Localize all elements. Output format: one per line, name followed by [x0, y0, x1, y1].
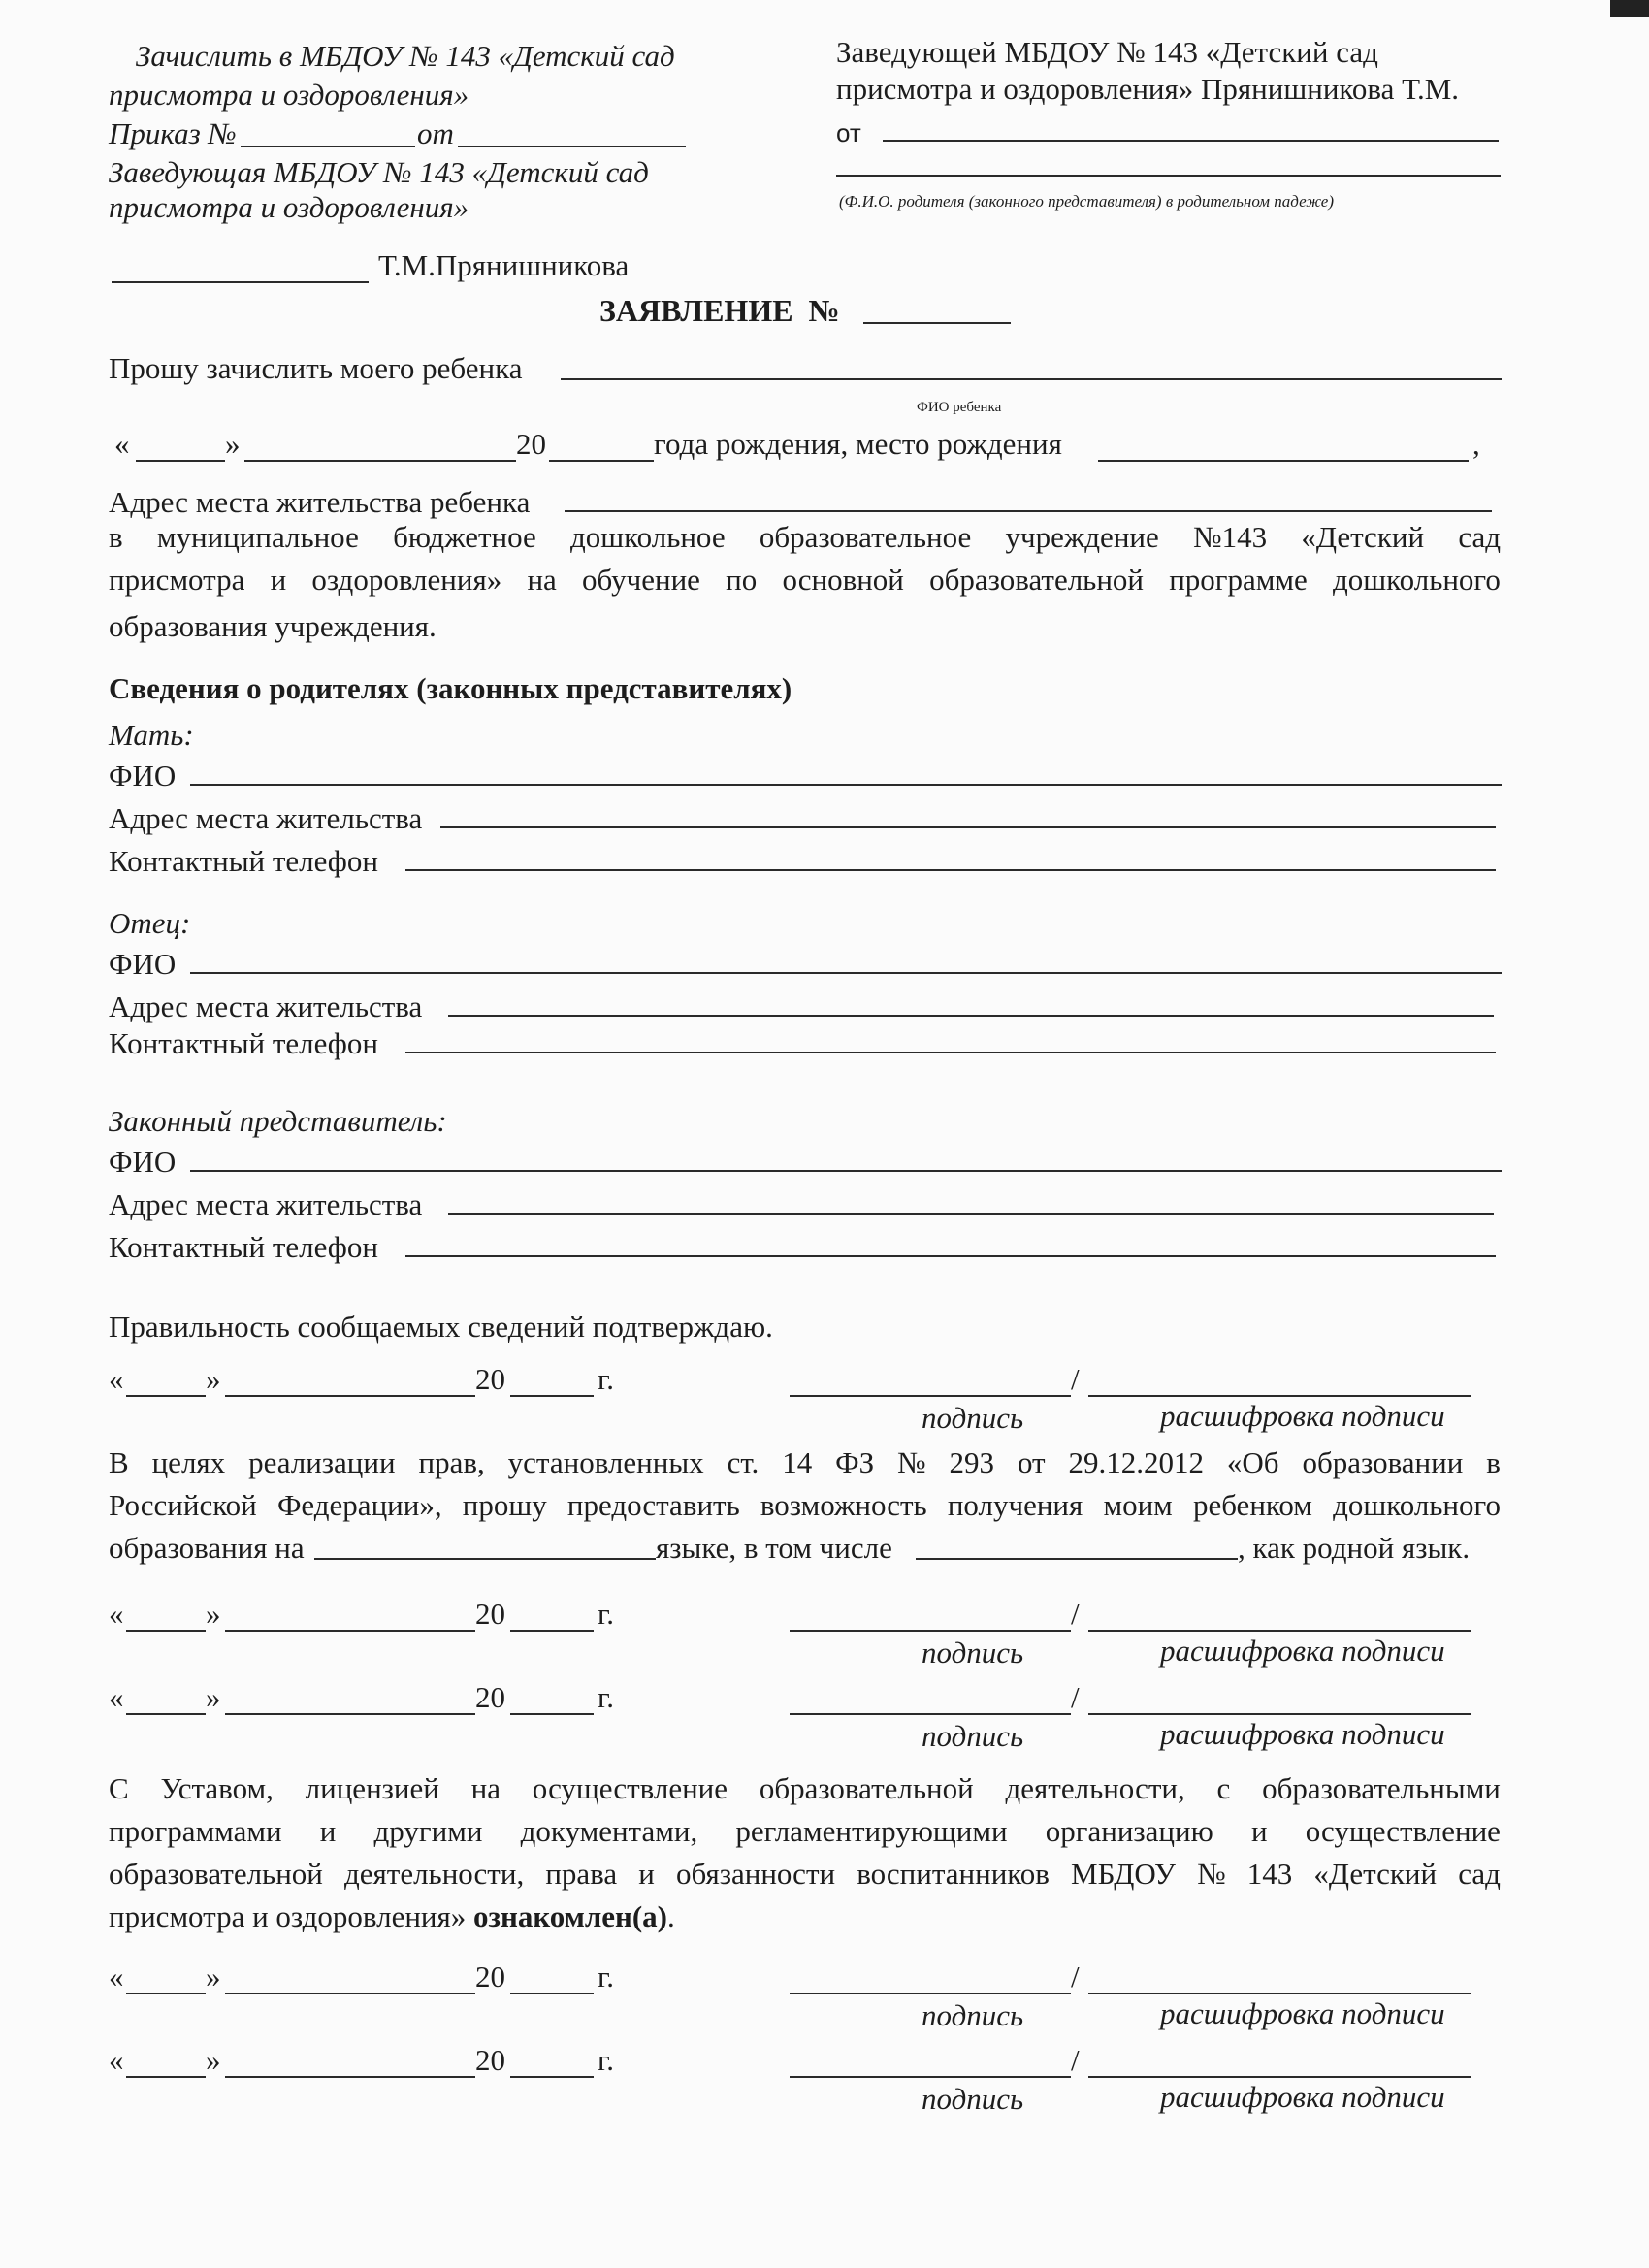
signature-slash: /	[1071, 1362, 1080, 1396]
word: Федерации»,	[276, 1488, 442, 1522]
language-line3-part1: образования на	[109, 1531, 305, 1565]
signature-caption: подпись	[922, 1401, 1024, 1435]
word: установленных	[507, 1445, 704, 1479]
word: образовательной	[759, 1771, 974, 1805]
birth-quote-open: «	[114, 427, 130, 461]
date-year-suffix: г.	[598, 1680, 614, 1714]
representative-phone-field[interactable]	[405, 1255, 1496, 1257]
signature-caption: подпись	[922, 2082, 1024, 2116]
word: с	[1216, 1771, 1231, 1805]
date-quote-open: «	[109, 1680, 124, 1714]
word: деятельности,	[1005, 1771, 1185, 1805]
mother-address-label: Адрес места жительства	[109, 801, 423, 835]
word: прав,	[418, 1445, 485, 1479]
mother-phone-label: Контактный телефон	[109, 844, 378, 878]
word: бюджетное	[393, 520, 536, 554]
date-year-prefix: 20	[475, 2043, 505, 2077]
word: В	[109, 1445, 129, 1479]
addressee-line1: Заведующей МБДОУ № 143 «Детский сад	[836, 35, 1378, 69]
word: «Об	[1226, 1445, 1279, 1479]
signature-decode-field[interactable]	[1088, 2076, 1471, 2078]
word: обучение	[582, 563, 700, 597]
word: оздоровления»	[311, 563, 502, 597]
signature-slash: /	[1071, 1960, 1080, 1993]
mother-address-field[interactable]	[440, 826, 1496, 828]
date-year-prefix: 20	[475, 1597, 505, 1631]
language-line3-part3: , как родной язык.	[1238, 1531, 1471, 1565]
mother-fio-field[interactable]	[190, 784, 1502, 786]
signature-row	[0, 1362, 1649, 1435]
signature-slash: /	[1071, 1597, 1080, 1631]
head-signature-field[interactable]	[112, 281, 369, 283]
signature-row	[0, 2043, 1649, 2116]
date-quote-open: «	[109, 1362, 124, 1396]
word: 14	[782, 1445, 813, 1479]
representative-phone-label: Контактный телефон	[109, 1230, 378, 1264]
education-language-field[interactable]	[314, 1558, 656, 1560]
word: образовательной	[929, 563, 1144, 597]
date-month-field[interactable]	[225, 2076, 475, 2078]
word: другими	[373, 1814, 483, 1848]
word: 29.12.2012	[1068, 1445, 1204, 1479]
parents-heading: Сведения о родителях (законных представителях)	[109, 671, 792, 705]
birth-month-field[interactable]	[244, 460, 516, 462]
date-day-field[interactable]	[126, 2076, 206, 2078]
charter-line3	[109, 1857, 1501, 1892]
word: дошкольного	[1333, 1488, 1501, 1522]
father-address-field[interactable]	[448, 1015, 1494, 1017]
date-quote-close: »	[206, 1597, 221, 1631]
word: от	[1017, 1445, 1046, 1479]
date-year-suffix: г.	[598, 1362, 614, 1396]
word: документами,	[520, 1814, 698, 1848]
word: и	[319, 1814, 337, 1848]
signature-row	[0, 1960, 1649, 2032]
institution-line2	[109, 563, 1501, 598]
word: получения	[947, 1488, 1083, 1522]
date-day-field[interactable]	[126, 1713, 206, 1715]
signature-decode-caption: расшифровка подписи	[1160, 1634, 1445, 1668]
word: С	[109, 1771, 129, 1805]
date-year-suffix: г.	[598, 2043, 614, 2077]
word: на	[470, 1771, 501, 1805]
word: прошу	[462, 1488, 547, 1522]
representative-address-label: Адрес места жительства	[109, 1187, 423, 1221]
word: осуществление	[1305, 1814, 1501, 1848]
birth-quote-close: »	[225, 427, 241, 461]
birth-day-field[interactable]	[136, 460, 225, 462]
birth-place-field[interactable]	[1098, 460, 1469, 462]
word: регламентирующими	[735, 1814, 1008, 1848]
charter-end: .	[667, 1899, 675, 1933]
signature-field[interactable]	[790, 1993, 1071, 1994]
representative-role: Законный представитель:	[109, 1104, 447, 1138]
date-year-prefix: 20	[475, 1362, 505, 1396]
signature-field[interactable]	[790, 2076, 1071, 2078]
word: в	[109, 520, 123, 554]
mother-role: Мать:	[109, 718, 194, 752]
acknowledged-text: ознакомлен(а)	[473, 1899, 667, 1933]
word: дошкольного	[1333, 563, 1501, 597]
signature-caption: подпись	[922, 1998, 1024, 2032]
word: предоставить	[566, 1488, 740, 1522]
signature-slash: /	[1071, 2043, 1080, 2077]
signature-decode-field[interactable]	[1088, 1630, 1471, 1632]
date-year-field[interactable]	[510, 1993, 594, 1994]
word: образовательными	[1262, 1771, 1501, 1805]
word: «Детский	[1313, 1857, 1438, 1891]
signature-row	[0, 1680, 1649, 1753]
date-quote-close: »	[206, 2043, 221, 2077]
date-year-field[interactable]	[510, 1630, 594, 1632]
order-label: Приказ №	[109, 116, 237, 150]
date-quote-open: «	[109, 2043, 124, 2077]
signature-field[interactable]	[790, 1713, 1071, 1715]
signature-field[interactable]	[790, 1630, 1071, 1632]
word: Российской	[109, 1488, 257, 1522]
word: организацию	[1045, 1814, 1213, 1848]
signature-decode-caption: расшифровка подписи	[1160, 2080, 1445, 2114]
birth-comma: ,	[1472, 427, 1480, 461]
word: деятельности,	[343, 1857, 525, 1891]
word: возможность	[760, 1488, 927, 1522]
application-number-field[interactable]	[863, 322, 1011, 324]
date-year-field[interactable]	[510, 1713, 594, 1715]
date-quote-open: «	[109, 1597, 124, 1631]
charter-line1	[109, 1771, 1501, 1806]
signature-decode-caption: расшифровка подписи	[1160, 1399, 1445, 1433]
word: осуществление	[532, 1771, 728, 1805]
word: ст.	[727, 1445, 760, 1479]
word: основной	[782, 563, 904, 597]
institution-line3: образования учреждения.	[109, 609, 436, 643]
title-text: ЗАЯВЛЕНИЕ	[599, 293, 793, 328]
word: и	[1250, 1814, 1268, 1848]
from-field-line1[interactable]	[883, 140, 1499, 142]
mother-phone-field[interactable]	[405, 869, 1496, 871]
birth-year-field[interactable]	[549, 460, 654, 462]
date-month-field[interactable]	[225, 1395, 475, 1397]
word: в	[1486, 1445, 1501, 1479]
date-quote-close: »	[206, 1362, 221, 1396]
date-day-field[interactable]	[126, 1395, 206, 1397]
father-phone-label: Контактный телефон	[109, 1026, 378, 1060]
order-date-field[interactable]	[458, 146, 686, 147]
word: программами	[109, 1814, 282, 1848]
word: дошкольное	[570, 520, 726, 554]
date-year-field[interactable]	[510, 1395, 594, 1397]
date-year-prefix: 20	[475, 1680, 505, 1714]
date-year-prefix: 20	[475, 1960, 505, 1993]
word: №	[1197, 1857, 1226, 1891]
date-day-field[interactable]	[126, 1993, 206, 1994]
signature-decode-caption: расшифровка подписи	[1160, 1717, 1445, 1751]
word: целях	[151, 1445, 226, 1479]
word: по	[726, 563, 758, 597]
order-from-label: от	[417, 116, 454, 150]
word: муниципальное	[156, 520, 359, 554]
order-number-field[interactable]	[241, 146, 415, 147]
representative-fio-label: ФИО	[109, 1145, 177, 1179]
word: присмотра	[109, 563, 245, 597]
signature-slash: /	[1071, 1680, 1080, 1714]
signature-field[interactable]	[790, 1395, 1071, 1397]
word: и	[270, 563, 287, 597]
father-fio-label: ФИО	[109, 947, 177, 981]
from-caption: (Ф.И.О. родителя (законного представителя) в родительном падеже)	[839, 192, 1334, 211]
father-phone-field[interactable]	[405, 1052, 1496, 1053]
from-label: от	[836, 118, 861, 147]
word: сад	[1458, 520, 1501, 554]
date-year-suffix: г.	[598, 1960, 614, 1993]
word: учреждение	[1005, 520, 1159, 554]
word: ребенком	[1192, 1488, 1312, 1522]
word: права	[545, 1857, 618, 1891]
word: воспитанников	[857, 1857, 1050, 1891]
word: Уставом,	[160, 1771, 274, 1805]
institution-line1	[109, 520, 1501, 555]
date-month-field[interactable]	[225, 1993, 475, 1994]
signature-row	[0, 1597, 1649, 1669]
word: обязанности	[675, 1857, 836, 1891]
word: образовательное	[759, 520, 972, 554]
head-line1: Заведующая МБДОУ № 143 «Детский сад	[109, 155, 649, 189]
language-line2	[109, 1488, 1501, 1523]
language-line1	[109, 1445, 1501, 1480]
word: 143	[1246, 1857, 1293, 1891]
child-address-field[interactable]	[565, 510, 1492, 512]
enroll-line1: Зачислить в МБДОУ № 143 «Детский сад	[136, 39, 675, 73]
father-fio-field[interactable]	[190, 972, 1502, 974]
document-title	[599, 293, 840, 329]
signature-caption: подпись	[922, 1636, 1024, 1669]
word: сад	[1458, 1857, 1501, 1891]
mother-fio-label: ФИО	[109, 759, 177, 793]
signature-decode-caption: расшифровка подписи	[1160, 1996, 1445, 2030]
head-line2: присмотра и оздоровления»	[109, 190, 469, 224]
signature-decode-field[interactable]	[1088, 1395, 1471, 1397]
addressee-line2: присмотра и оздоровления» Прянишникова Т.М.	[836, 72, 1460, 106]
child-fio-field[interactable]	[561, 378, 1502, 380]
head-name: Т.М.Прянишникова	[378, 248, 630, 282]
father-address-label: Адрес места жительства	[109, 989, 423, 1023]
word: «Детский	[1301, 520, 1425, 554]
word: №143	[1193, 520, 1268, 554]
father-role: Отец:	[109, 906, 191, 940]
charter-line2	[109, 1814, 1501, 1849]
word: программе	[1169, 563, 1308, 597]
language-line3-part2: языке, в том числе	[656, 1531, 892, 1565]
representative-address-field[interactable]	[448, 1213, 1494, 1215]
date-month-field[interactable]	[225, 1630, 475, 1632]
from-field-line2[interactable]	[836, 175, 1501, 177]
birth-text: года рождения, место рождения	[654, 427, 1062, 461]
signature-decode-field[interactable]	[1088, 1713, 1471, 1715]
charter-line4	[109, 1899, 675, 1934]
native-language-field[interactable]	[916, 1558, 1238, 1560]
date-quote-close: »	[206, 1960, 221, 1993]
word: №	[897, 1445, 926, 1479]
child-request-label: Прошу зачислить моего ребенка	[109, 351, 523, 385]
charter-last-text: присмотра и оздоровления»	[109, 1899, 467, 1933]
date-year-field[interactable]	[510, 2076, 594, 2078]
title-number-sign: №	[808, 293, 840, 328]
date-day-field[interactable]	[126, 1630, 206, 1632]
confirm-text: Правильность сообщаемых сведений подтверждаю.	[109, 1310, 773, 1344]
birth-year-prefix: 20	[516, 427, 546, 461]
representative-fio-field[interactable]	[190, 1170, 1502, 1172]
date-month-field[interactable]	[225, 1713, 475, 1715]
word: образовательной	[109, 1857, 323, 1891]
word: МБДОУ	[1071, 1857, 1176, 1891]
child-address-label: Адрес места жительства ребенка	[109, 485, 531, 519]
word: реализации	[248, 1445, 396, 1479]
enroll-line2: присмотра и оздоровления»	[109, 78, 469, 112]
child-fio-caption: ФИО ребенка	[917, 400, 1002, 415]
signature-decode-field[interactable]	[1088, 1993, 1471, 1994]
word: лицензией	[305, 1771, 439, 1805]
word: 293	[949, 1445, 995, 1479]
scan-edge-mark	[1610, 0, 1649, 17]
word: моим	[1103, 1488, 1173, 1522]
date-year-suffix: г.	[598, 1597, 614, 1631]
word: и	[638, 1857, 655, 1891]
date-quote-open: «	[109, 1960, 124, 1993]
word: образовании	[1302, 1445, 1464, 1479]
date-quote-close: »	[206, 1680, 221, 1714]
signature-caption: подпись	[922, 1719, 1024, 1753]
word: ФЗ	[835, 1445, 875, 1479]
word: на	[527, 563, 557, 597]
